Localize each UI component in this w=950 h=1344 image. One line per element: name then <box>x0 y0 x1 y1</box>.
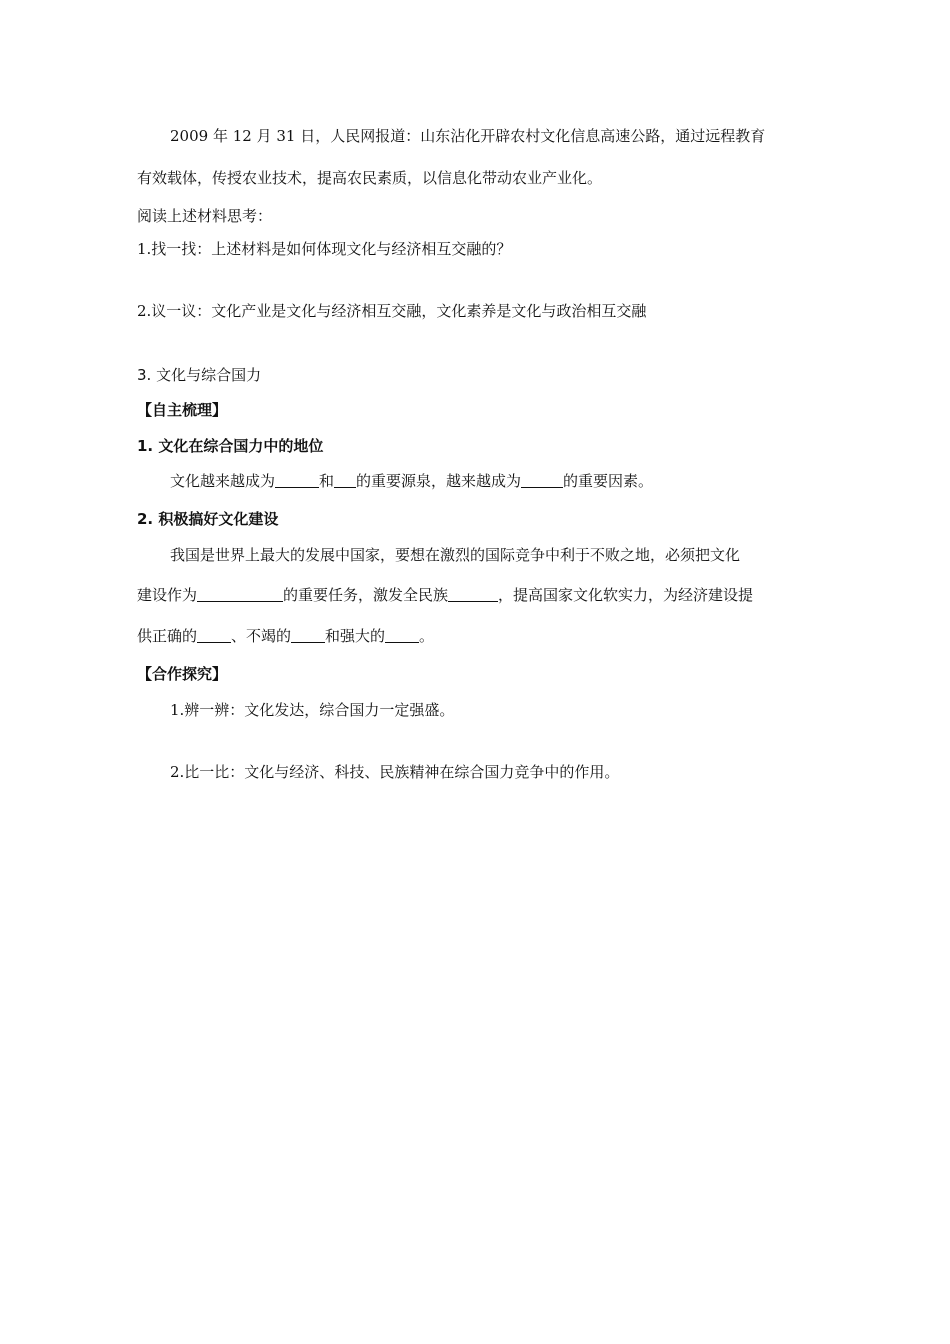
fill-blank[interactable] <box>334 472 356 488</box>
material-line-1: 2009 年 12 月 31 日，人民网报道：山东沾化开辟农村文化信息高速公路，通过远程教育 <box>170 127 766 145</box>
text-segment: 的重要任务，激发全民族 <box>283 586 449 604</box>
subsection-2-line-3 <box>137 625 434 647</box>
fill-blank[interactable] <box>448 586 498 602</box>
self-study-heading: 【自主梳理】 <box>137 401 228 419</box>
question-find: 1.找一找：上述材料是如何体现文化与经济相互交融的？ <box>137 240 512 258</box>
fill-blank[interactable] <box>197 586 283 602</box>
text-segment: 。 <box>419 627 435 645</box>
section-title: 3. 文化与综合国力 <box>137 366 262 384</box>
cooperative-heading: 【合作探究】 <box>137 665 228 683</box>
subsection-1-text <box>170 470 653 492</box>
cooperative-question-1: 1.辨一辨：文化发达，综合国力一定强盛。 <box>170 701 455 719</box>
text-segment: 建设作为 <box>137 586 198 604</box>
subsection-2-line-1: 我国是世界上最大的发展中国家，要想在激烈的国际竞争中利于不败之地，必须把文化 <box>170 546 741 564</box>
text-segment: 的重要因素。 <box>563 472 654 490</box>
text-segment: 、不竭的 <box>231 627 292 645</box>
fill-blank[interactable] <box>385 627 419 643</box>
text-segment: 的重要源泉，越来越成为 <box>356 472 522 490</box>
material-line-2: 有效载体，传授农业技术，提高农民素质，以信息化带动农业产业化。 <box>137 169 603 187</box>
subsection-1-title: 1. 文化在综合国力中的地位 <box>137 437 324 455</box>
cooperative-question-2: 2.比一比：文化与经济、科技、民族精神在综合国力竞争中的作用。 <box>170 763 620 781</box>
subsection-2-line-2 <box>137 584 753 606</box>
text-segment: 和强大的 <box>325 627 386 645</box>
fill-blank[interactable] <box>275 472 319 488</box>
question-discuss: 2.议一议：文化产业是文化与经济相互交融，文化素养是文化与政治相互交融 <box>137 302 647 320</box>
text-segment: 文化越来越成为 <box>170 472 276 490</box>
text-segment: ，提高国家文化软实力，为经济建设提 <box>498 586 754 604</box>
fill-blank[interactable] <box>291 627 325 643</box>
reading-prompt: 阅读上述材料思考： <box>137 207 273 225</box>
subsection-2-title: 2. 积极搞好文化建设 <box>137 510 279 528</box>
fill-blank[interactable] <box>521 472 563 488</box>
text-segment: 和 <box>319 472 335 490</box>
fill-blank[interactable] <box>197 627 231 643</box>
text-segment: 供正确的 <box>137 627 198 645</box>
